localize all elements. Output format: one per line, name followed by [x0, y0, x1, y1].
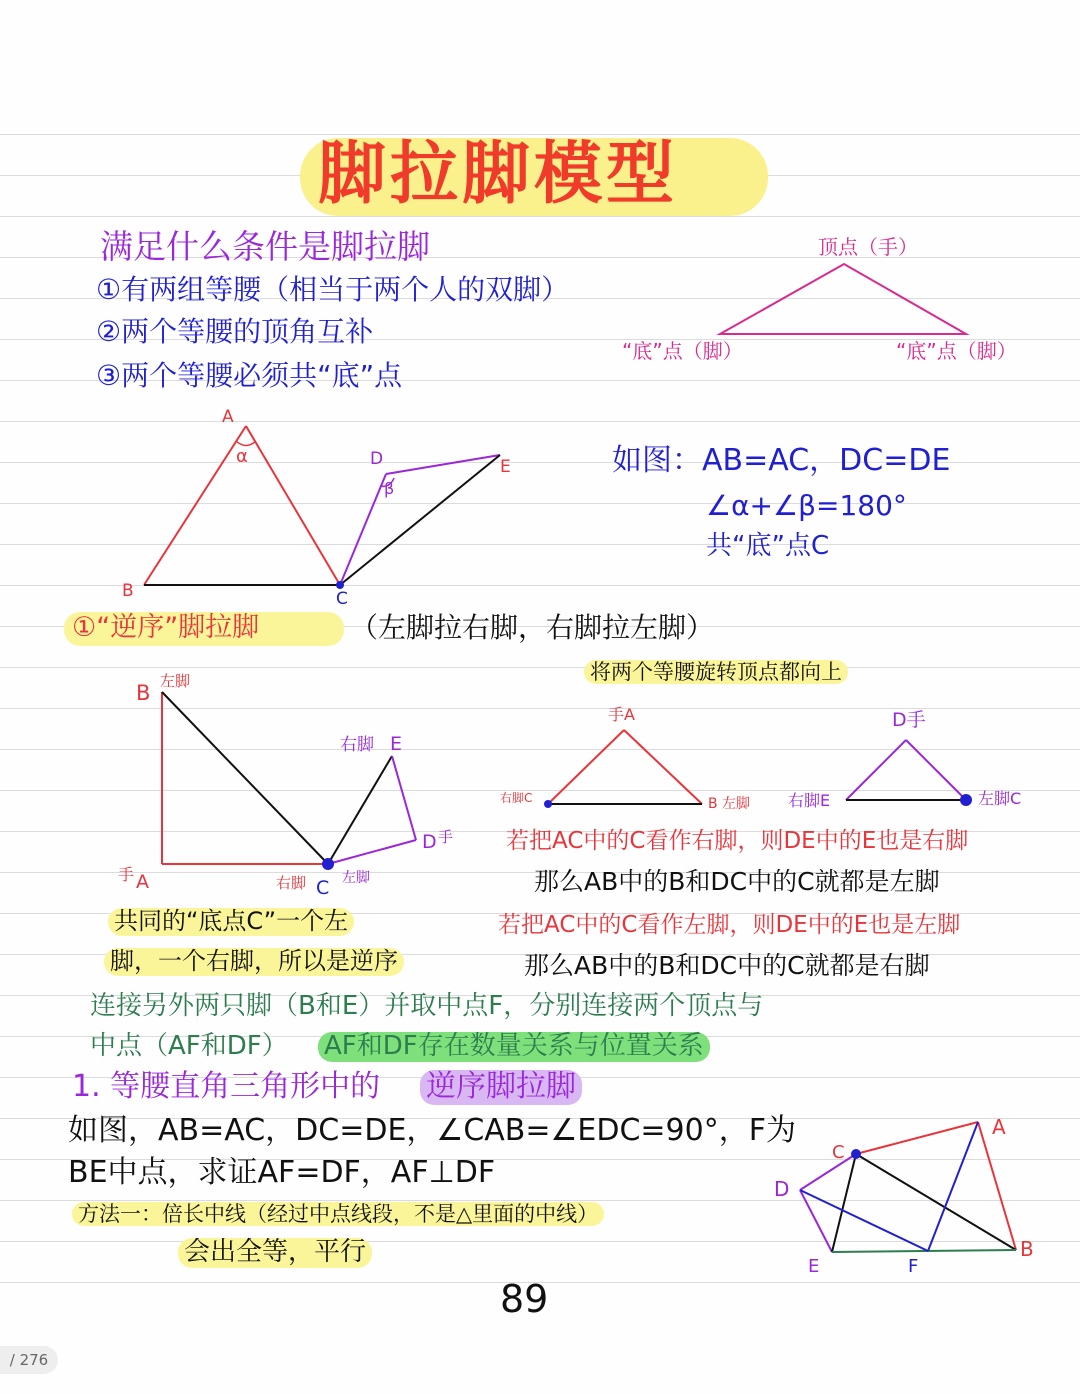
fig2 — [118, 672, 453, 899]
fig1-caption-1: 如图：AB=AC，DC=DE — [612, 443, 951, 478]
fig3-label-A: 手A — [608, 705, 635, 724]
connect-note-highlight: AF和DF存在数量关系与位置关系 — [318, 1032, 710, 1062]
method-1: 方法一：倍长中线（经过中点线段，不是△里面的中线） — [72, 1202, 604, 1226]
fig4-label-F: F — [908, 1256, 919, 1277]
fig1-label-A: A — [222, 407, 234, 427]
method-2: 会出全等，平行 — [178, 1238, 372, 1268]
fig1-label-C: C — [336, 589, 348, 609]
fig2-label-C: C — [316, 877, 330, 899]
fig3-label-E: 右脚E — [788, 791, 831, 810]
explanation-1: 若把AC中的C看作右脚，则DE中的E也是右脚 — [506, 828, 969, 854]
fig3-label-B: B 左脚 — [708, 796, 751, 812]
explanation-2: 那么AB中的B和DC中的C就都是左脚 — [534, 867, 940, 896]
fig2-label-E: E — [390, 733, 403, 755]
problem1-statement-2: BE中点，求证AF=DF，AF⊥DF — [68, 1155, 496, 1190]
explanation-3: 若把AC中的C看作左脚，则DE中的E也是左脚 — [498, 912, 961, 938]
fig2-tag-E: 右脚 — [340, 735, 374, 755]
fig1-label-alpha: α — [236, 446, 248, 467]
page-title-text: 脚拉脚模型 — [318, 135, 679, 214]
intro-heading: 满足什么条件是脚拉脚 — [100, 227, 430, 266]
fig2-tag-B: 左脚 — [160, 672, 191, 690]
page-number: 89 — [500, 1277, 549, 1321]
shared-note-1: 共同的“底点C”一个左 — [108, 908, 354, 936]
fig2-label-A: A — [136, 871, 149, 893]
fig3 — [500, 705, 1021, 812]
generic-isosceles-triangle — [720, 264, 966, 334]
fig3-label-C: 右脚C — [500, 791, 533, 805]
section1-heading-suffix: （左脚拉右脚，右脚拉左脚） — [350, 611, 715, 644]
connect-note-2: 中点（AF和DF） — [90, 1031, 288, 1061]
fig1-caption-3: 共“底”点C — [706, 531, 830, 561]
problem1-statement-1: 如图，AB=AC，DC=DE，∠CAB=∠EDC=90°，F为 — [68, 1113, 796, 1148]
fig2-tag-A: 手 — [118, 865, 135, 884]
right-base-label: “底”点（脚） — [896, 339, 1017, 363]
condition-1: ①有两组等腰（相当于两个人的双脚） — [96, 273, 570, 306]
shared-note-2: 脚，一个右脚，所以是逆序 — [104, 948, 404, 976]
fig3-label-C2: 左脚C — [978, 789, 1022, 808]
fig1-label-beta: β — [384, 479, 395, 498]
page-counter: / 276 — [0, 1346, 58, 1374]
explanation-4: 那么AB中的B和DC中的C就都是右脚 — [524, 951, 930, 980]
fig1-label-D: D — [370, 449, 384, 469]
fig3-label-D: D手 — [892, 709, 926, 731]
fig1-caption-2: ∠α+∠β=180° — [706, 489, 907, 522]
fig1 — [122, 407, 511, 609]
fig4-label-B: B — [1020, 1237, 1034, 1261]
fig1-label-B: B — [122, 581, 134, 601]
fig2-tag-C-left: 右脚 — [276, 874, 307, 892]
fig4 — [774, 1115, 1034, 1277]
problem1-heading: 1. 等腰直角三角形中的 — [72, 1069, 381, 1104]
fig4-label-D: D — [774, 1177, 790, 1201]
left-base-label: “底”点（脚） — [622, 339, 743, 363]
fig2-label-D: D — [422, 831, 437, 853]
condition-3: ③两个等腰必须共“底”点 — [96, 359, 403, 392]
rotate-note: 将两个等腰旋转顶点都向上 — [584, 660, 848, 684]
connect-note-1: 连接另外两只脚（B和E）并取中点F，分别连接两个顶点与 — [90, 991, 764, 1021]
section1-heading: ①“逆序”脚拉脚 — [72, 612, 260, 643]
fig2-tag-D: 手 — [438, 828, 454, 846]
fig4-label-A: A — [992, 1115, 1006, 1139]
fig2-label-B: B — [136, 681, 151, 705]
fig2-tag-C-right: 左脚 — [342, 870, 370, 886]
fig4-label-C: C — [832, 1142, 845, 1163]
condition-2: ②两个等腰的顶角互补 — [96, 315, 374, 348]
fig1-label-E: E — [500, 457, 511, 477]
fig4-label-E: E — [808, 1256, 820, 1277]
vertex-label: 顶点（手） — [818, 235, 918, 259]
problem1-heading-highlight: 逆序脚拉脚 — [420, 1070, 582, 1105]
